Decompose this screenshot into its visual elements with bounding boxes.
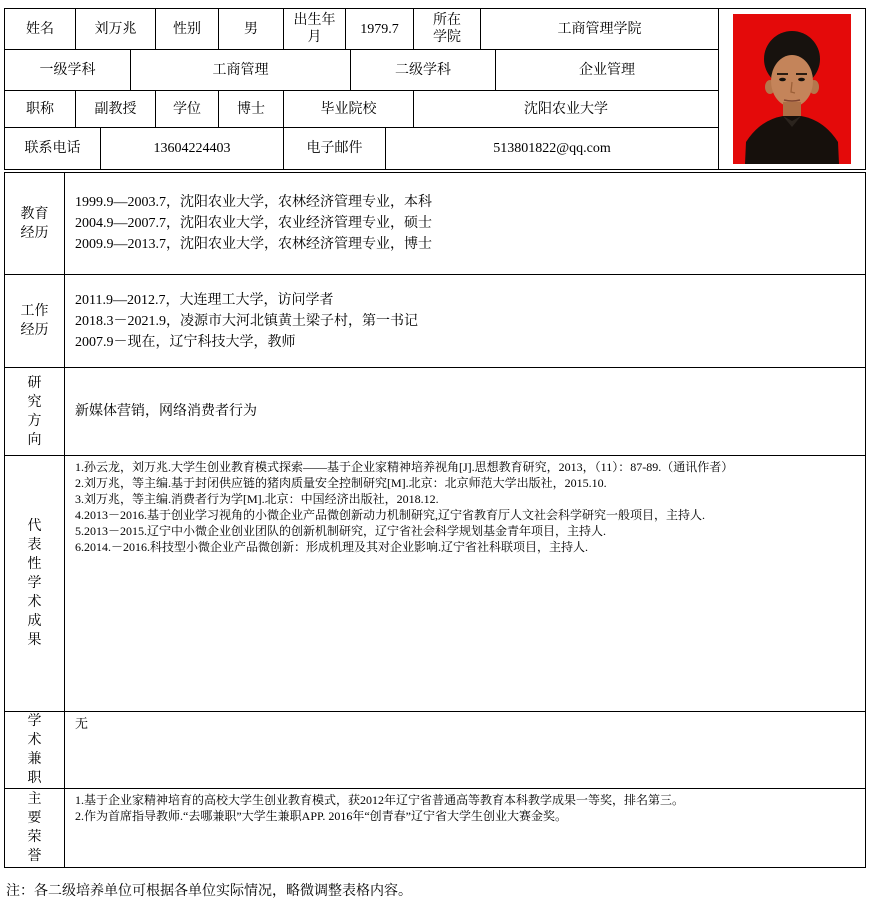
phone-label-cell: [5, 128, 101, 169]
honors-label: 主要荣誉: [27, 792, 42, 864]
honors-label-cell: [5, 789, 65, 867]
education-line: 2004.9—2007.7，沈阳农业大学，农业经济管理专业，硕士: [75, 216, 432, 231]
honors-content: [65, 789, 865, 867]
discipline1-value-cell: [131, 50, 351, 90]
work-content: [65, 275, 865, 367]
title-value: 副教授: [94, 101, 137, 117]
honor-item: 1.基于企业家精神培育的高校大学生创业教育模式，获2012年辽宁省普通高等教育本科教学成果一等奖，排名第三。: [75, 793, 685, 807]
row-disciplines: [5, 50, 718, 91]
discipline2-label-cell: [351, 50, 496, 90]
gender-value-cell: [219, 9, 284, 49]
school-value-cell: [414, 91, 718, 127]
section-education: [4, 172, 866, 275]
work-line: 2018.3－2021.9，凌源市大河北镇黄土梁子村，第一书记: [75, 313, 418, 329]
achievement-item: 4.2013－2016.基于创业学习视角的小微企业产品微创新动力机制研究,辽宁省教育厅人文社会科学研究一般项目，主持人.: [75, 508, 706, 522]
birth-value-cell: [346, 9, 414, 49]
education-label-cell: [5, 173, 65, 274]
discipline1-label: 一级学科: [39, 62, 96, 78]
name-value: 刘万兆: [94, 21, 137, 37]
work-label: 工作经历: [20, 304, 49, 338]
section-achievements: [4, 455, 866, 712]
discipline2-value-cell: [496, 50, 718, 90]
achievement-item: 1.孙云龙，刘万兆.大学生创业教育模式探索——基于企业家精神培养视角[J].思想教育研究，2013，（11）：87-89.（通讯作者）: [75, 460, 734, 474]
parttime-content: [65, 712, 865, 788]
row-name-gender-birth-college: [5, 9, 718, 50]
photo-cell: [719, 9, 865, 169]
row-contact: [5, 128, 718, 169]
education-line: 2009.9—2013.7，沈阳农业大学，农林经济管理专业，博士: [75, 237, 432, 252]
name-label: 姓名: [26, 21, 54, 37]
degree-label-cell: [156, 91, 219, 127]
research-label: 研究方向: [27, 375, 42, 448]
discipline2-value: 企业管理: [579, 62, 635, 78]
work-line: 2007.9－现在，辽宁科技大学，教师: [75, 334, 296, 350]
work-line: 2011.9—2012.7，大连理工大学，访问学者: [75, 292, 334, 308]
education-content: [65, 173, 865, 274]
school-value: 沈阳农业大学: [524, 101, 608, 117]
phone-value: 13604224403: [153, 141, 231, 156]
discipline2-label: 二级学科: [395, 62, 451, 78]
degree-label: 学位: [173, 101, 201, 117]
research-label-cell: [5, 368, 65, 455]
education-label: 教育经历: [20, 206, 49, 241]
achievement-item: 3.刘万兆，等主编.消费者行为学[M].北京：中国经济出版社，2018.12.: [75, 492, 439, 506]
discipline1-value: 工商管理: [212, 62, 269, 78]
achievement-item: 2.刘万兆，等主编.基于封闭供应链的猪肉质量安全控制研究[M].北京：北京师范大学出版社，2015.10.: [75, 476, 607, 490]
birth-label-cell: [284, 9, 346, 49]
college-value-cell: [481, 9, 718, 49]
section-parttime: [4, 711, 866, 789]
basic-info-grid: [5, 9, 719, 169]
discipline1-label-cell: [5, 50, 131, 90]
footnote: 注：各二级培养单位可根据各单位实际情况，略微调整表格内容。: [6, 884, 412, 899]
work-label-cell: [5, 275, 65, 367]
section-work: [4, 274, 866, 368]
row-title-degree-school: [5, 91, 718, 128]
name-label-cell: [5, 9, 76, 49]
basic-info-table: [4, 8, 866, 170]
college-label-cell: [414, 9, 481, 49]
degree-value: 博士: [237, 101, 265, 117]
email-value: 513801822@qq.com: [493, 141, 611, 156]
title-label: 职称: [26, 101, 54, 117]
school-label: 毕业院校: [320, 101, 377, 117]
parttime-label: 学术兼职: [27, 714, 42, 786]
parttime-label-cell: [5, 712, 65, 788]
name-value-cell: [76, 9, 156, 49]
gender-label: 性别: [173, 21, 201, 37]
achievements-content: [65, 456, 865, 711]
parttime-line: 无: [75, 716, 89, 731]
title-value-cell: [76, 91, 156, 127]
achievements-label: 代表性学术成果: [27, 519, 42, 648]
email-label-cell: [284, 128, 386, 169]
achievement-item: 6.2014.－2016.科技型小微企业产品微创新：形成机理及其对企业影响.辽宁省社科联项目，主持人.: [75, 540, 589, 554]
title-label-cell: [5, 91, 76, 127]
college-value: 工商管理学院: [557, 21, 642, 37]
college-label: 所在学院: [433, 13, 461, 45]
school-label-cell: [284, 91, 414, 127]
phone-label: 联系电话: [24, 141, 81, 156]
phone-value-cell: [101, 128, 284, 169]
research-line: 新媒体营销，网络消费者行为: [75, 404, 257, 419]
degree-value-cell: [219, 91, 284, 127]
achievement-item: 5.2013－2015.辽宁中小微企业创业团队的创新机制研究，辽宁省社会科学规划基金青年项目，主持人.: [75, 524, 607, 538]
research-content: [65, 368, 865, 455]
birth-value: 1979.7: [360, 21, 399, 37]
birth-label: 出生年月: [293, 13, 336, 45]
gender-label-cell: [156, 9, 219, 49]
achievements-label-cell: [5, 456, 65, 711]
email-value-cell: [386, 128, 718, 169]
honor-item: 2.作为首席指导教师.“去哪兼职”大学生兼职APP. 2016年“创青春”辽宁省大学生创业大赛金奖。: [75, 809, 567, 823]
section-honors: [4, 788, 866, 868]
portrait-photo: [733, 14, 851, 164]
email-label: 电子邮件: [306, 141, 363, 156]
gender-value: 男: [244, 21, 258, 37]
section-research: [4, 367, 866, 456]
education-line: 1999.9—2003.7，沈阳农业大学，农林经济管理专业，本科: [75, 195, 432, 210]
